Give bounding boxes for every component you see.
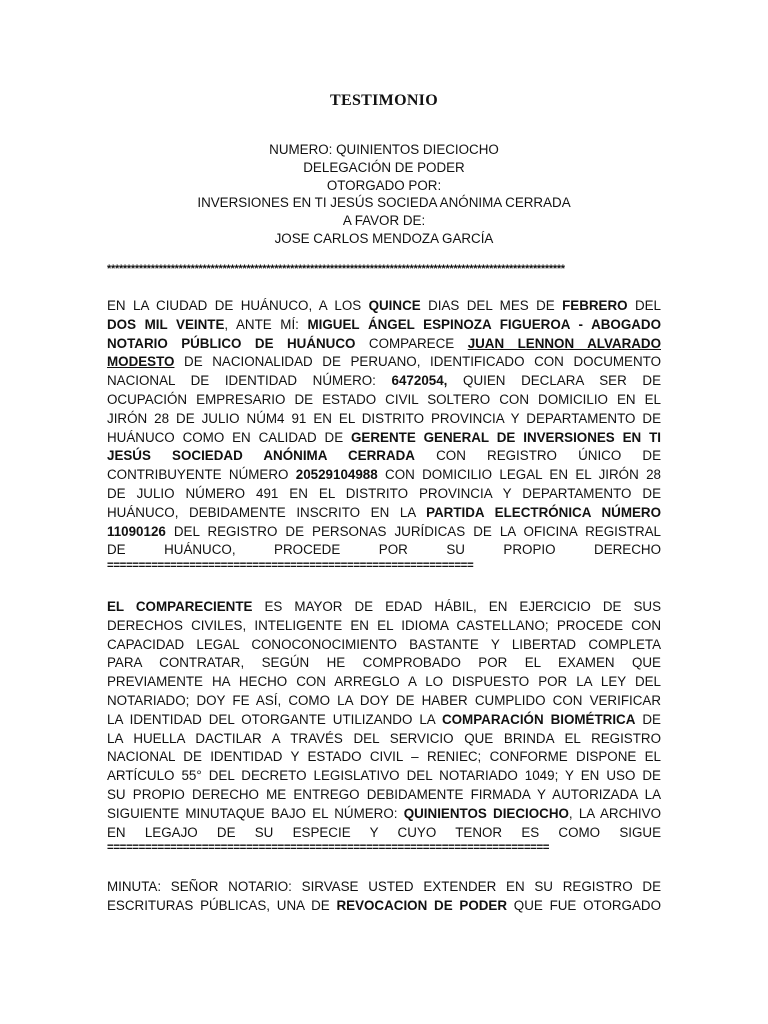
header-a-favor-label: A FAVOR DE: [342, 213, 426, 229]
star-separator: ******************************************************************************************************************* [107, 263, 565, 275]
p3-line-1: MINUTA: SEÑOR NOTARIO: SIRVASE USTED EXTENDER EN SU REGISTRO DE [107, 879, 661, 894]
p2-line-4: PARA CONTRATAR, SEGÚN HE COMPROBADO POR EL EXAMEN QUE [107, 655, 661, 671]
header-acto: DELEGACIÓN DE PODER [303, 159, 465, 175]
p1-line-9: JESÚS SOCIEDAD ANÓNIMA CERRADA CON REGISTRO ÚNICO DE [107, 448, 661, 464]
p2-line-5: PREVIAMENTE HA HECHO CON ARREGLO A LO DISPUESTO POR LA LEY DEL [107, 674, 661, 690]
header-block [0, 141, 768, 248]
document-title: TESTIMONIO [330, 92, 438, 109]
p1-line-11: DE JULIO NÚMERO 491 EN EL DISTRITO PROVINCIA Y DEPARTAMENTO DE [107, 485, 661, 501]
header-otorgado-por-label: OTORGADO POR: [326, 177, 442, 193]
rule-separator-1: ========================================================== [107, 560, 474, 573]
p1-line-14: DE HUÁNUCO, PROCEDE POR SU PROPIO DERECHO [107, 542, 661, 558]
p2-line-12: SIGUIENTE MINUTAQUE BAJO EL NÚMERO: QUINIENTOS DIECIOCHO, LA ARCHIVO [107, 805, 661, 821]
p1-line-8: HUÁNUCO COMO EN CALIDAD DE GERENTE GENERAL DE INVERSIONES EN TI [107, 429, 662, 445]
p2-line-13: EN LEGAJO DE SU ESPECIE Y CUYO TENOR ES COMO SIGUE [107, 824, 661, 840]
p2-line-2: DERECHOS CIVILES, INTELIGENTE EN EL IDIOMA CASTELLANO; PROCEDE CON [107, 617, 661, 633]
p2-line-10: ARTÍCULO 55° DEL DECRETO LEGISLATIVO DEL NOTARIADO 1049; Y EN USO DE [107, 768, 661, 784]
p2-line-1: EL COMPARECIENTE ES MAYOR DE EDAD HÁBIL, EN EJERCICIO DE SUS [107, 599, 661, 614]
p1-line-7: JIRÓN 28 DE JULIO NÚM4 91 EN EL DISTRITO PROVINCIA Y DEPARTAMENTO DE [107, 410, 661, 426]
p1-line-10: CONTRIBUYENTE NÚMERO 20529104988 CON DOMICILIO LEGAL EN EL JIRÓN 28 [107, 467, 661, 483]
p1-line-3: NOTARIO PÚBLICO DE HUÁNUCO COMPARECE JUAN LENNON ALVARADO [107, 335, 661, 351]
rule-separator-2: ====================================================================== [107, 842, 550, 855]
p2-line-9: NACIONAL DE IDENTIDAD Y ESTADO CIVIL – RENIEC; CONFORME DISPONE EL [107, 749, 661, 765]
p2-line-3: CAPACIDAD LEGAL CONOCONOCIMIENTO BASTANTE Y LIBERTAD COMPLETA [107, 636, 661, 652]
p2-line-6: NOTARIADO; DOY FE ASÍ, COMO LA DOY DE HABER CUMPLIDO CON VERIFICAR [107, 692, 661, 708]
header-numero: NUMERO: QUINIENTOS DIECIOCHO [269, 142, 499, 157]
p1-line-4: MODESTO DE NACIONALIDAD DE PERUANO, IDENTIFICADO CON DOCUMENTO [107, 354, 661, 370]
p2-line-7: LA IDENTIDAD DEL OTORGANTE UTILIZANDO LA COMPARACIÓN BIOMÉTRICA DE [107, 711, 661, 727]
p1-line-1: EN LA CIUDAD DE HUÁNUCO, A LOS QUINCE DIAS DEL MES DE FEBRERO DEL [107, 298, 662, 313]
p2-line-8: LA HUELLA DACTILAR A TRAVÉS DEL SERVICIO QUE BRINDA EL REGISTRO [107, 730, 661, 746]
p1-line-2: DOS MIL VEINTE, ANTE MÍ: MIGUEL ÁNGEL ESPINOZA FIGUEROA - ABOGADO [107, 316, 662, 332]
header-beneficiario: JOSE CARLOS MENDOZA GARCÍA [274, 230, 494, 246]
paragraph-comparecencia [107, 297, 661, 572]
paragraph-minuta [107, 878, 661, 916]
header-otorgante: INVERSIONES EN TI JESÚS SOCIEDA ANÓNIMA CERRADA [197, 195, 571, 211]
p1-line-13: 11090126 DEL REGISTRO DE PERSONAS JURÍDICAS DE LA OFICINA REGISTRAL [107, 523, 661, 539]
p2-line-11: SU PROPIO DERECHO ME ENTREGO DEBIDAMENTE FIRMADA Y AUTORIZADA LA [107, 786, 661, 802]
p1-line-6: OCUPACIÓN EMPRESARIO DE ESTADO CIVIL SOLTERO CON DOMICILIO EN EL [107, 391, 661, 407]
p3-line-2: ESCRITURAS PÚBLICAS, UNA DE REVOCACION DE PODER QUE FUE OTORGADO [107, 897, 661, 913]
paragraph-capacidad [107, 598, 661, 854]
p1-line-5: NACIONAL DE IDENTIDAD NÚMERO: 6472054, QUIEN DECLARA SER DE [107, 373, 662, 389]
p1-line-12: HUÁNUCO, DEBIDAMENTE INSCRITO EN LA PARTIDA ELECTRÓNICA NÚMERO [107, 504, 661, 520]
